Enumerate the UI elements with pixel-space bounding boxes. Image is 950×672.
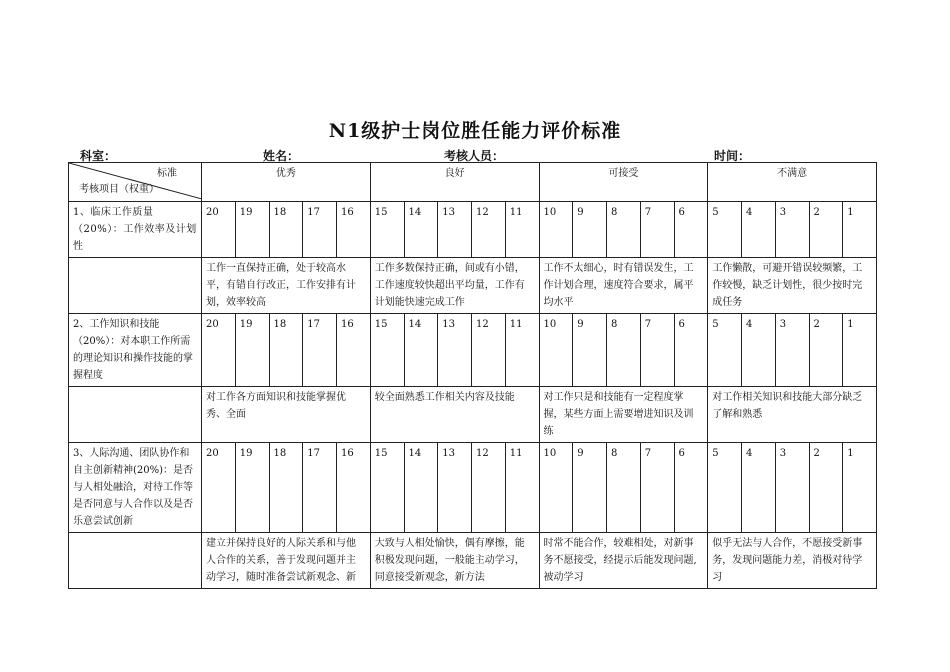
- item-score-row-2: [69, 314, 877, 387]
- score-cell: 7: [640, 443, 674, 533]
- reviewer-field-label: 考核人员：: [444, 149, 505, 163]
- score-cell: 1: [843, 202, 877, 258]
- score-cell: 17: [303, 314, 337, 387]
- score-cell: 9: [573, 314, 607, 387]
- item-1-desc-good: 工作多数保持正确，间或有小错，工作速度较快超出平均量，工作有计划能快速完成工作: [370, 258, 539, 314]
- score-cell: 17: [303, 443, 337, 533]
- score-cell: 20: [202, 314, 236, 387]
- score-cell: 3: [775, 443, 809, 533]
- score-cell: 11: [505, 443, 539, 533]
- score-cell: 1: [843, 314, 877, 387]
- score-cell: 2: [809, 202, 843, 258]
- empty-cell: [69, 387, 202, 443]
- score-cell: 2: [809, 314, 843, 387]
- score-cell: 4: [742, 443, 776, 533]
- score-cell: 5: [708, 202, 742, 258]
- score-cell: 9: [573, 202, 607, 258]
- score-cell: 19: [235, 314, 269, 387]
- empty-cell: [69, 258, 202, 314]
- score-cell: 17: [303, 202, 337, 258]
- score-cell: 20: [202, 202, 236, 258]
- score-cell: 10: [539, 314, 573, 387]
- item-2-desc-excellent: 对工作各方面知识和技能掌握优秀、全面: [202, 387, 371, 443]
- time-field-label: 时间：: [714, 149, 751, 163]
- score-cell: 13: [438, 443, 472, 533]
- empty-cell: [69, 533, 202, 589]
- score-cell: 7: [640, 202, 674, 258]
- item-2-desc-unsatisfactory: 对工作相关知识和技能大部分缺乏了解和熟悉: [708, 387, 877, 443]
- score-cell: 18: [269, 314, 303, 387]
- score-cell: 4: [742, 202, 776, 258]
- score-cell: 5: [708, 443, 742, 533]
- score-cell: 11: [505, 202, 539, 258]
- score-cell: 12: [472, 314, 506, 387]
- page-title: N1级护士岗位胜任能力评价标准: [328, 120, 622, 142]
- item-1-desc-acceptable: 工作不太细心，时有错误发生，工作计划合理，速度符合要求，属平均水平: [539, 258, 708, 314]
- score-cell: 6: [674, 202, 708, 258]
- score-cell: 20: [202, 443, 236, 533]
- score-cell: 8: [607, 443, 641, 533]
- score-cell: 6: [674, 443, 708, 533]
- score-cell: 14: [404, 202, 438, 258]
- score-cell: 12: [472, 443, 506, 533]
- item-3-desc-good: 大致与人相处愉快，偶有摩擦，能积极发现问题，一般能主动学习，同意接受新观念，新方法: [370, 533, 539, 589]
- item-3-desc-excellent: 建立并保持良好的人际关系和与他人合作的关系，善于发现问题并主动学习，随时准备尝试新观念、新: [202, 533, 371, 589]
- score-cell: 15: [370, 202, 404, 258]
- category-good: 良好: [370, 163, 539, 202]
- score-cell: 18: [269, 202, 303, 258]
- score-cell: 1: [843, 443, 877, 533]
- item-3-desc-acceptable: 时常不能合作，较难相处，对新事务不愿接受，经提示后能发现问题,被动学习: [539, 533, 708, 589]
- score-cell: 6: [674, 314, 708, 387]
- score-cell: 16: [337, 443, 371, 533]
- item-score-row-1: [69, 202, 877, 258]
- category-unsatisfactory: 不满意: [708, 163, 877, 202]
- item-2-label: 2、工作知识和技能（20%）：对本职工作所需的理论知识和操作技能的掌握程度: [69, 314, 202, 387]
- score-cell: 16: [337, 314, 371, 387]
- score-cell: 8: [607, 314, 641, 387]
- score-cell: 13: [438, 314, 472, 387]
- score-cell: 3: [775, 314, 809, 387]
- item-desc-row-2: [69, 387, 877, 443]
- item-3-desc-unsatisfactory: 似乎无法与人合作，不愿接受新事务，发现问题能力差，消极对待学习: [708, 533, 877, 589]
- score-cell: 8: [607, 202, 641, 258]
- name-field-label: 姓名：: [263, 149, 300, 163]
- header-row: [69, 163, 877, 202]
- item-desc-row-3: [69, 533, 877, 589]
- score-cell: 14: [404, 443, 438, 533]
- score-cell: 10: [539, 202, 573, 258]
- category-acceptable: 可接受: [539, 163, 708, 202]
- item-1-label: 1、临床工作质量（20%）：工作效率及计划性: [69, 202, 202, 258]
- corner-item-label: 考核项目（权重）: [79, 184, 159, 195]
- score-cell: 5: [708, 314, 742, 387]
- score-cell: 15: [370, 314, 404, 387]
- department-field-label: 科室：: [80, 149, 117, 163]
- item-desc-row-1: [69, 258, 877, 314]
- score-cell: 16: [337, 202, 371, 258]
- score-cell: 13: [438, 202, 472, 258]
- item-2-desc-good: 较全面熟悉工作相关内容及技能: [370, 387, 539, 443]
- item-2-desc-acceptable: 对工作只是和技能有一定程度掌握，某些方面上需要增进知识及训练: [539, 387, 708, 443]
- score-cell: 19: [235, 202, 269, 258]
- score-cell: 10: [539, 443, 573, 533]
- score-cell: 19: [235, 443, 269, 533]
- score-cell: 2: [809, 443, 843, 533]
- corner-header-cell: [69, 163, 202, 202]
- item-score-row-3: [69, 443, 877, 533]
- score-cell: 18: [269, 443, 303, 533]
- evaluation-table: [68, 162, 877, 589]
- item-1-desc-unsatisfactory: 工作懒散，可避开错误较频繁，工作较慢，缺乏计划性，很少按时完成任务: [708, 258, 877, 314]
- item-1-desc-excellent: 工作一直保持正确，处于较高水平，有错自行改正，工作安排有计划，效率较高: [202, 258, 371, 314]
- corner-standard-label: 标准: [157, 168, 177, 179]
- score-cell: 9: [573, 443, 607, 533]
- score-cell: 15: [370, 443, 404, 533]
- score-cell: 14: [404, 314, 438, 387]
- category-excellent: 优秀: [202, 163, 371, 202]
- score-cell: 12: [472, 202, 506, 258]
- item-3-label: 3、人际沟通、团队协作和自主创新精神(20%)：是否与人相处融洽，对待工作等是否同意与人合作以及是否乐意尝试创新: [69, 443, 202, 533]
- score-cell: 7: [640, 314, 674, 387]
- score-cell: 11: [505, 314, 539, 387]
- score-cell: 4: [742, 314, 776, 387]
- score-cell: 3: [775, 202, 809, 258]
